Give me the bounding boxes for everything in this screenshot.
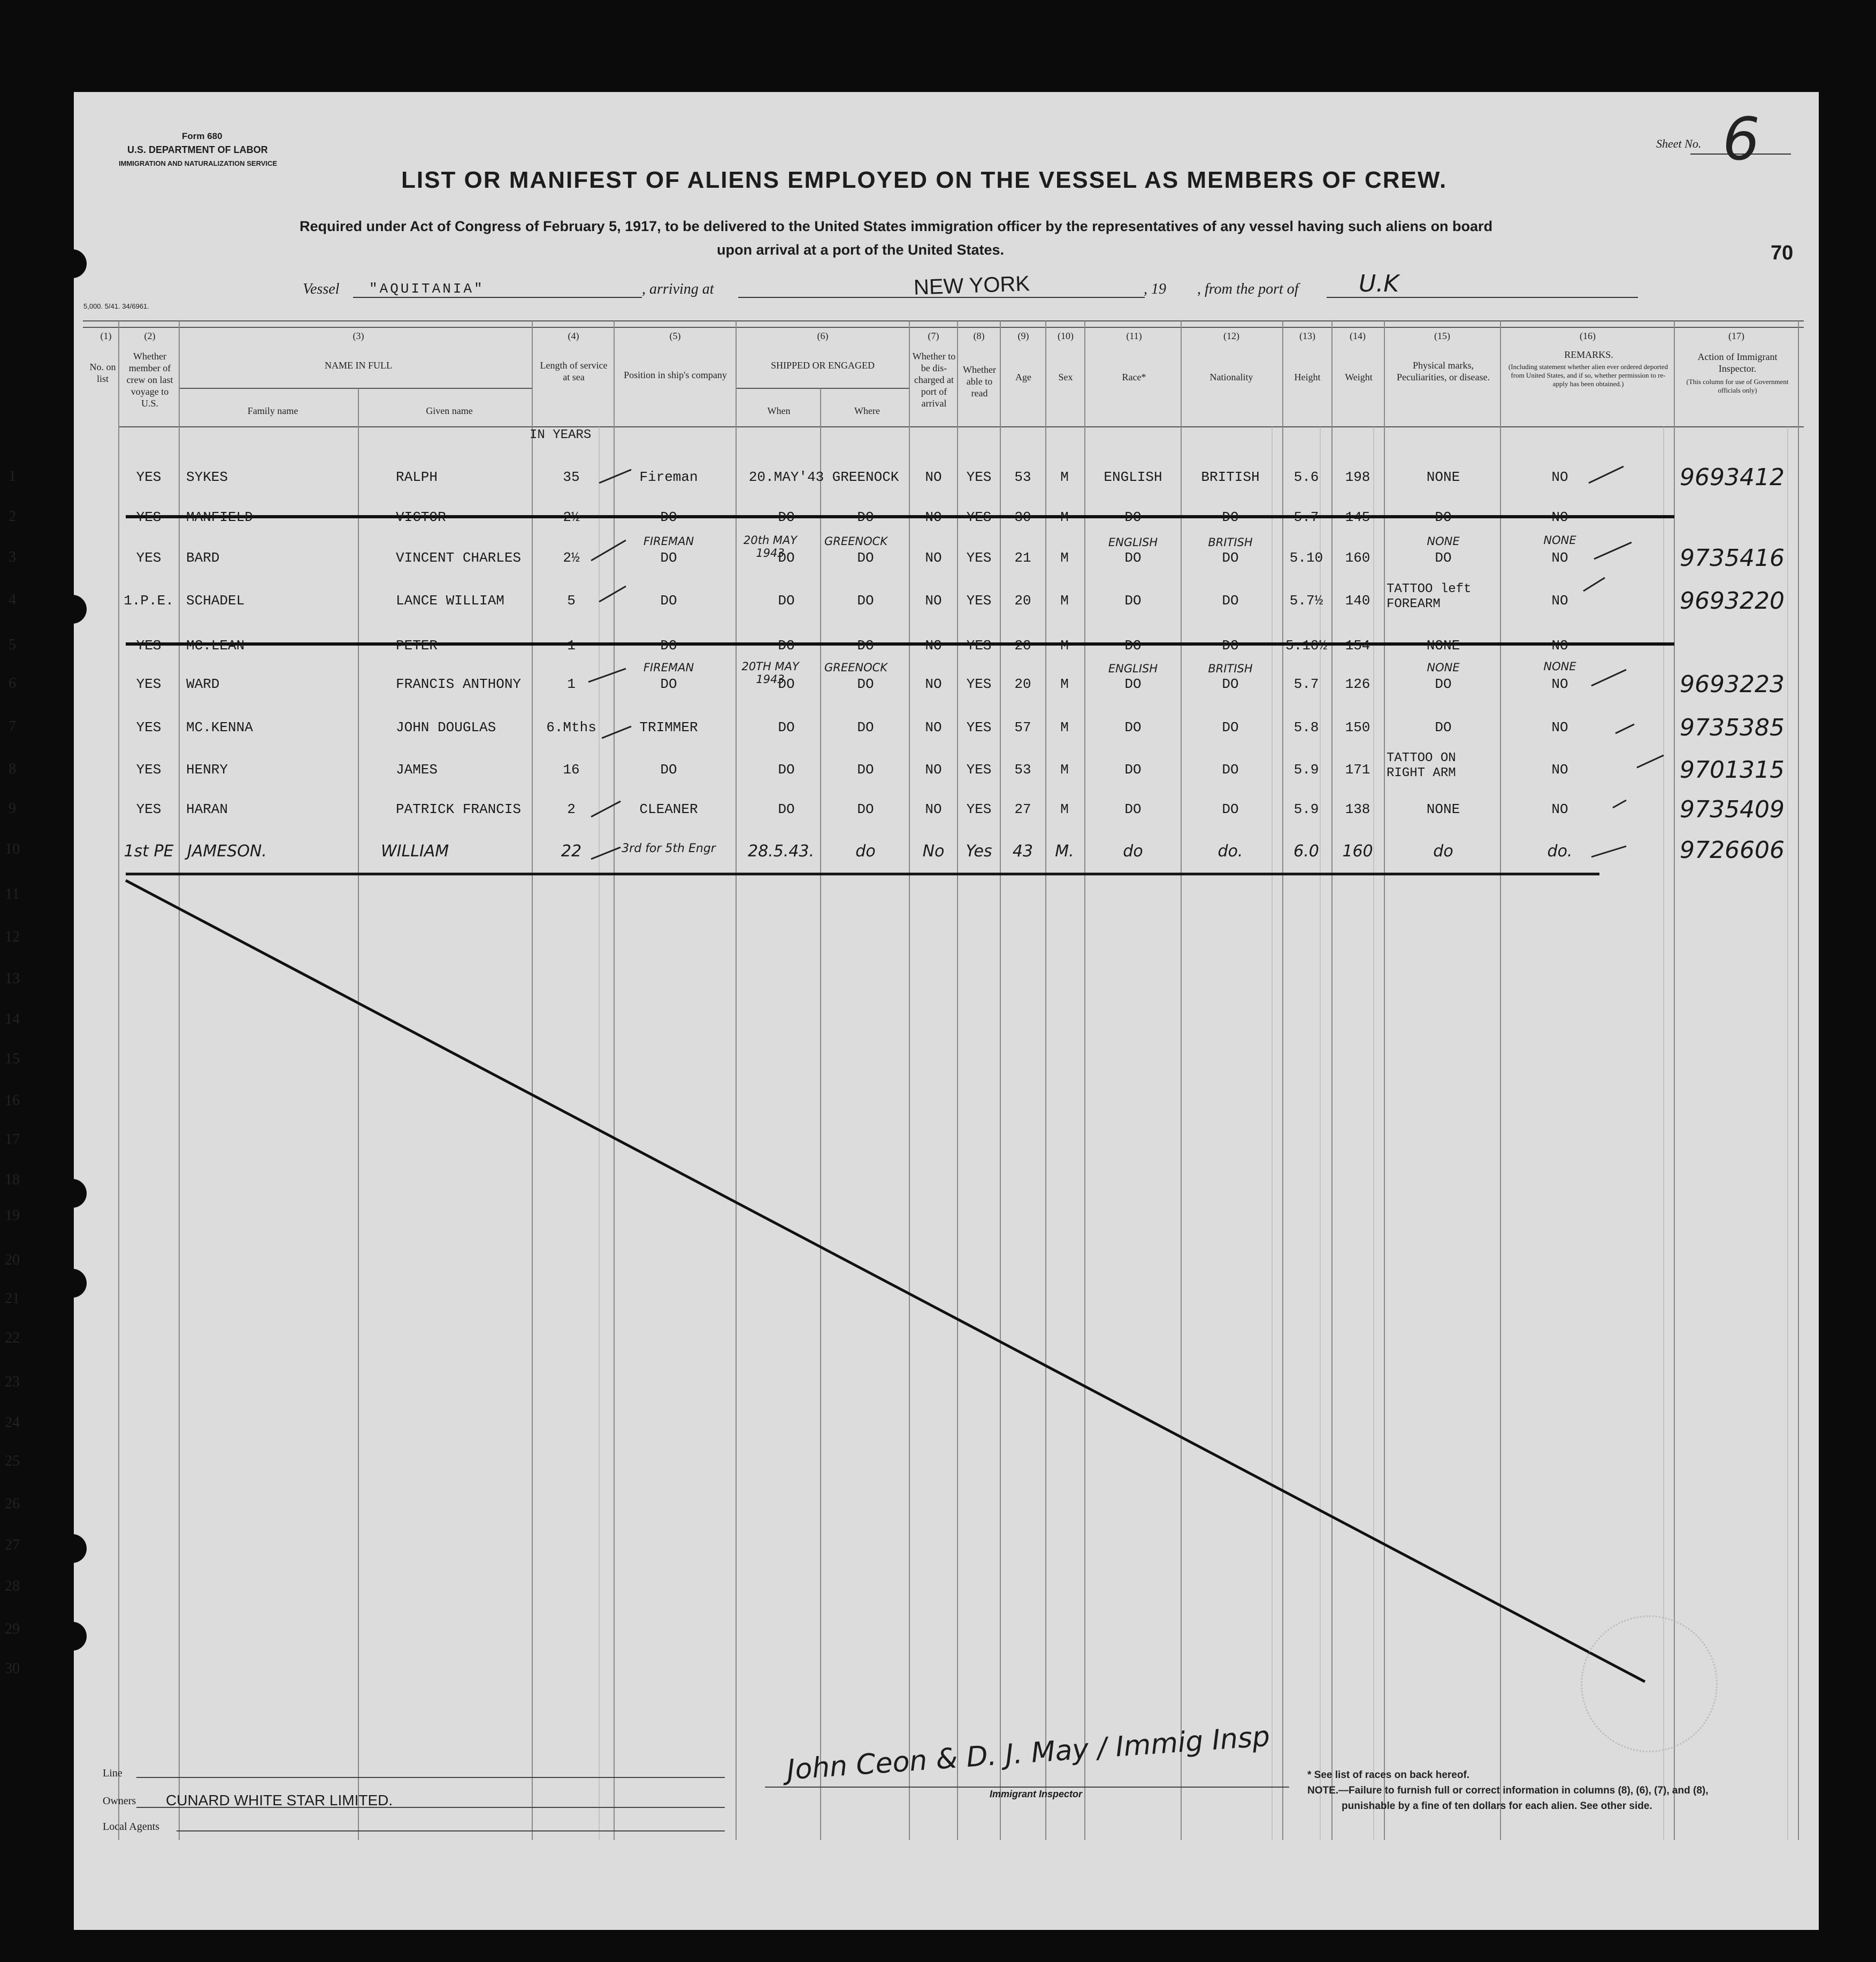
col-8-number: (8) bbox=[973, 331, 985, 341]
inspector-action: 9726606 bbox=[1680, 837, 1785, 864]
col-17-header: Action of Immigrant Inspector. bbox=[1697, 351, 1778, 374]
sex: M bbox=[1060, 593, 1069, 609]
col-12-number: (12) bbox=[1223, 331, 1239, 341]
col-15-header: Physical marks, Peculiarities, or disease. bbox=[1397, 360, 1490, 382]
inspector-action: 9693223 bbox=[1680, 671, 1785, 698]
position-handwritten: FIREMAN bbox=[643, 661, 694, 674]
shipped-where: DO bbox=[857, 801, 874, 817]
col-8-header: Whether able to read bbox=[963, 364, 996, 398]
shipped-when: DO bbox=[778, 719, 795, 735]
length-of-service: 16 bbox=[563, 762, 580, 778]
crew-on-last-voyage: 1.P.E. bbox=[124, 593, 174, 609]
able-to-read: YES bbox=[966, 469, 992, 485]
col-7-number: (7) bbox=[928, 331, 939, 341]
shipped-where: DO bbox=[857, 550, 874, 566]
owners-name: CUNARD WHITE STAR LIMITED. bbox=[166, 1792, 393, 1808]
department-name: U.S. DEPARTMENT OF LABOR bbox=[127, 144, 268, 155]
from-port-label: , from the port of bbox=[1197, 281, 1299, 297]
shipped-where: DO bbox=[857, 593, 874, 609]
height: 5.10 bbox=[1289, 550, 1323, 566]
race: DO bbox=[1124, 509, 1142, 525]
inspector-action: 9735416 bbox=[1680, 545, 1785, 572]
subtitle-line-1: Required under Act of Congress of February 5, 1917, to be delivered to the United States immigration officer by the representatives of any vessel having such aliens on board bbox=[300, 218, 1493, 234]
shipped-when: DO bbox=[778, 550, 795, 566]
col-15-number: (15) bbox=[1434, 331, 1450, 341]
shipped-when: DO bbox=[778, 593, 795, 609]
age: 20 bbox=[1014, 638, 1031, 654]
given-name: JAMES bbox=[396, 762, 438, 778]
age: 27 bbox=[1014, 801, 1031, 817]
ship-position: DO bbox=[660, 509, 677, 525]
row-number: 5 bbox=[9, 637, 16, 653]
col-2-header: Whether member of crew on last voyage to U.S. bbox=[126, 351, 173, 409]
remarks: NO bbox=[1551, 469, 1568, 485]
nationality: DO bbox=[1222, 550, 1239, 566]
able-to-read: YES bbox=[966, 638, 992, 654]
race: DO bbox=[1124, 550, 1142, 566]
col-6-number: (6) bbox=[817, 331, 829, 341]
sex: M bbox=[1060, 550, 1069, 566]
physical-marks: DO bbox=[1435, 676, 1452, 692]
height: 5.7½ bbox=[1289, 593, 1323, 609]
nationality: DO bbox=[1222, 762, 1239, 778]
sheet-number: 6 bbox=[1722, 105, 1760, 173]
weight: 160 bbox=[1345, 550, 1370, 566]
row-number: 13 bbox=[5, 970, 20, 987]
when-handwritten: 20th MAY 1943 bbox=[743, 534, 798, 560]
age: 57 bbox=[1014, 719, 1031, 735]
age: 53 bbox=[1014, 762, 1031, 778]
weight: 171 bbox=[1345, 762, 1370, 778]
race: ENGLISH bbox=[1104, 469, 1162, 485]
where-handwritten: GREENOCK bbox=[824, 661, 888, 674]
discharged-at-port: NO bbox=[925, 593, 942, 609]
ship-position: Fireman bbox=[639, 469, 698, 485]
print-code: 5,000. 5/41. 34/6961. bbox=[83, 302, 149, 310]
position-handwritten: FIREMAN bbox=[643, 535, 694, 548]
given-name: VICTOR bbox=[396, 509, 446, 525]
able-to-read: Yes bbox=[966, 842, 992, 861]
nationality: DO bbox=[1222, 638, 1239, 654]
family-name: SCHADEL bbox=[186, 593, 245, 609]
given-name: WILLIAM bbox=[381, 842, 449, 861]
col-3b-header: Given name bbox=[426, 405, 473, 416]
row-number: 10 bbox=[5, 841, 20, 857]
shipped-when: DO bbox=[778, 801, 795, 817]
shipped-when: DO bbox=[778, 762, 795, 778]
ship-position: DO bbox=[660, 593, 677, 609]
height: 5.10½ bbox=[1285, 638, 1328, 654]
race: DO bbox=[1124, 801, 1142, 817]
given-name: PETER bbox=[396, 638, 438, 654]
shipped-where: DO bbox=[857, 676, 874, 692]
length-of-service: 6.Mths bbox=[546, 719, 596, 735]
physical-marks: NONE bbox=[1426, 638, 1460, 654]
row-number: 22 bbox=[5, 1330, 20, 1346]
shipped-where: GREENOCK bbox=[832, 469, 899, 485]
col-6a-header: When bbox=[767, 405, 791, 416]
inspector-action: 9735385 bbox=[1680, 714, 1785, 741]
discharged-at-port: NO bbox=[925, 509, 942, 525]
discharged-at-port: NO bbox=[925, 801, 942, 817]
col-17-number: (17) bbox=[1728, 331, 1744, 341]
ship-position: DO bbox=[660, 638, 677, 654]
row-number: 2 bbox=[9, 508, 16, 525]
col-7-header: Whether to be dis-charged at port of arrival bbox=[912, 351, 956, 409]
service-name: IMMIGRATION AND NATURALIZATION SERVICE bbox=[119, 159, 278, 167]
row-number: 11 bbox=[5, 886, 20, 902]
sex: M bbox=[1060, 719, 1069, 735]
col-3-number: (3) bbox=[353, 331, 364, 341]
length-of-service: 1 bbox=[567, 638, 576, 654]
remarks: NO bbox=[1551, 550, 1568, 566]
col-3-header: NAME IN FULL bbox=[325, 360, 392, 371]
note-line-2: punishable by a fine of ten dollars for each alien. See other side. bbox=[1342, 1800, 1652, 1812]
sex: M bbox=[1060, 762, 1069, 778]
row-number: 20 bbox=[5, 1252, 20, 1268]
family-name: HARAN bbox=[186, 801, 228, 817]
physical-marks: NONE bbox=[1426, 469, 1460, 485]
page-title: LIST OR MANIFEST OF ALIENS EMPLOYED ON THE VESSEL AS MEMBERS OF CREW. bbox=[401, 167, 1448, 193]
sex: M bbox=[1060, 638, 1069, 654]
form-number: Form 680 bbox=[182, 131, 223, 141]
inspector-action: 9735409 bbox=[1680, 796, 1785, 823]
col-9-number: (9) bbox=[1017, 331, 1029, 341]
race-handwritten: ENGLISH bbox=[1108, 662, 1158, 675]
crew-on-last-voyage: YES bbox=[136, 676, 162, 692]
race: DO bbox=[1124, 762, 1142, 778]
length-of-service: 22 bbox=[561, 842, 582, 861]
nationality-handwritten: BRITISH bbox=[1208, 536, 1253, 549]
col-4-number: (4) bbox=[568, 331, 579, 341]
weight: 140 bbox=[1345, 593, 1370, 609]
discharged-at-port: NO bbox=[925, 762, 942, 778]
nationality: BRITISH bbox=[1201, 469, 1260, 485]
col-14-header: Weight bbox=[1345, 372, 1373, 382]
race-handwritten: ENGLISH bbox=[1108, 536, 1158, 549]
shipped-where: DO bbox=[857, 719, 874, 735]
race: DO bbox=[1124, 719, 1142, 735]
note-line-1: NOTE.—Failure to furnish full or correct information in columns (8), (6), (7), and (8), bbox=[1307, 1785, 1709, 1796]
given-name: VINCENT CHARLES bbox=[396, 550, 522, 566]
row-number: 27 bbox=[5, 1537, 20, 1553]
sex: M bbox=[1060, 676, 1069, 692]
height: 5.7 bbox=[1293, 676, 1319, 692]
family-name: MC.KENNA bbox=[186, 719, 253, 735]
ship-position: DO bbox=[660, 676, 677, 692]
family-name: SYKES bbox=[186, 469, 228, 485]
physical-marks: TATTOO left FOREARM bbox=[1387, 582, 1472, 611]
col-9-header: Age bbox=[1015, 372, 1031, 382]
remarks: NO bbox=[1551, 509, 1568, 525]
col-6-header: SHIPPED OR ENGAGED bbox=[770, 360, 875, 371]
height: 5.6 bbox=[1293, 469, 1319, 485]
height: 5.7 bbox=[1293, 509, 1319, 525]
race: DO bbox=[1124, 638, 1142, 654]
discharged-at-port: NO bbox=[925, 719, 942, 735]
weight: 126 bbox=[1345, 676, 1370, 692]
vessel-label: Vessel bbox=[303, 281, 340, 297]
crew-on-last-voyage: YES bbox=[136, 550, 162, 566]
ship-position: 3rd for 5th Engr bbox=[622, 842, 716, 855]
length-of-service: 2½ bbox=[563, 550, 580, 566]
shipped-where: do bbox=[855, 842, 876, 861]
crew-on-last-voyage: YES bbox=[136, 638, 162, 654]
inspector-signature: John Ceon & D. J. May / Immig Insp bbox=[786, 1720, 1271, 1787]
race: do bbox=[1123, 842, 1143, 861]
marks-handwritten: NONE bbox=[1427, 535, 1460, 548]
vessel-name: "AQUITANIA" bbox=[369, 281, 485, 297]
crew-on-last-voyage: YES bbox=[136, 762, 162, 778]
crew-on-last-voyage: YES bbox=[136, 509, 162, 525]
nationality: DO bbox=[1222, 509, 1239, 525]
length-of-service: 2 bbox=[567, 801, 576, 817]
family-name: MC.LEAN bbox=[186, 638, 245, 654]
row-number: 21 bbox=[5, 1290, 20, 1307]
owners-label: Owners bbox=[103, 1795, 136, 1807]
remarks: NO bbox=[1551, 593, 1568, 609]
row-number: 19 bbox=[5, 1207, 20, 1224]
given-name: RALPH bbox=[396, 469, 438, 485]
inspector-action: 9693220 bbox=[1680, 587, 1785, 615]
age: 21 bbox=[1014, 550, 1031, 566]
given-name: JOHN DOUGLAS bbox=[396, 719, 496, 735]
remarks-handwritten: NONE bbox=[1543, 534, 1576, 547]
nationality: DO bbox=[1222, 593, 1239, 609]
row-number: 3 bbox=[9, 549, 16, 565]
weight: 145 bbox=[1345, 509, 1370, 525]
local-agents-label: Local Agents bbox=[103, 1821, 160, 1833]
family-name: MANFIELD bbox=[186, 509, 253, 525]
inspector-label: Immigrant Inspector bbox=[990, 1789, 1083, 1799]
remarks: do. bbox=[1547, 842, 1573, 861]
col-3a-header: Family name bbox=[247, 405, 298, 416]
physical-marks: DO bbox=[1435, 719, 1452, 735]
length-of-service: 1 bbox=[567, 676, 576, 692]
crew-on-last-voyage: 1st PE bbox=[124, 842, 174, 861]
row-number: 7 bbox=[9, 718, 16, 735]
inspector-action: 9693412 bbox=[1680, 464, 1785, 491]
able-to-read: YES bbox=[966, 509, 992, 525]
given-name: LANCE WILLIAM bbox=[396, 593, 504, 609]
weight: 150 bbox=[1345, 719, 1370, 735]
when-handwritten: 20TH MAY 1943 bbox=[741, 660, 799, 686]
inspector-stamp bbox=[1581, 1615, 1718, 1752]
shipped-when: DO bbox=[778, 638, 795, 654]
sheet-label: Sheet No. bbox=[1656, 137, 1702, 150]
family-name: WARD bbox=[186, 676, 220, 692]
shipped-where: DO bbox=[857, 509, 874, 525]
col-16-subheader: (Including statement whether alien ever ordered deported from United States, and if so, whether permission to re-apply has been obtained.) bbox=[1508, 363, 1668, 388]
row-number: 4 bbox=[9, 592, 16, 608]
page-mark: 70 bbox=[1771, 242, 1794, 264]
col-10-header: Sex bbox=[1058, 372, 1073, 382]
line-label: Line bbox=[103, 1767, 122, 1779]
able-to-read: YES bbox=[966, 550, 992, 566]
col-1-number: (1) bbox=[100, 331, 112, 341]
length-of-service: 35 bbox=[563, 469, 580, 485]
age: 53 bbox=[1014, 469, 1031, 485]
col-5-header: Position in ship's company bbox=[624, 370, 727, 380]
height: 5.9 bbox=[1293, 801, 1319, 817]
col-14-number: (14) bbox=[1350, 331, 1366, 341]
ship-position: CLEANER bbox=[639, 801, 698, 817]
sex: M bbox=[1060, 801, 1069, 817]
row-number: 12 bbox=[5, 929, 20, 945]
remarks: NO bbox=[1551, 676, 1568, 692]
discharged-at-port: No bbox=[922, 842, 945, 861]
row-number: 17 bbox=[5, 1131, 20, 1148]
agents-underline bbox=[177, 1830, 725, 1831]
inspector-action: 9701315 bbox=[1680, 756, 1785, 784]
family-name: HENRY bbox=[186, 762, 228, 778]
height: 6.0 bbox=[1293, 842, 1319, 861]
col-2-number: (2) bbox=[144, 331, 156, 341]
shipped-when: 28.5.43. bbox=[747, 842, 815, 861]
remarks: NO bbox=[1551, 762, 1568, 778]
ship-position: DO bbox=[660, 762, 677, 778]
age: 20 bbox=[1014, 676, 1031, 692]
row-number: 15 bbox=[5, 1051, 20, 1067]
discharged-at-port: NO bbox=[925, 469, 942, 485]
col-6b-header: Where bbox=[854, 405, 880, 416]
height: 5.8 bbox=[1293, 719, 1319, 735]
shipped-when: DO bbox=[778, 509, 795, 525]
nationality: DO bbox=[1222, 801, 1239, 817]
physical-marks: TATTOO ON RIGHT ARM bbox=[1387, 751, 1456, 780]
year-label: , 19 bbox=[1144, 281, 1166, 297]
row-number: 26 bbox=[5, 1496, 20, 1512]
nationality: DO bbox=[1222, 676, 1239, 692]
given-name: PATRICK FRANCIS bbox=[396, 801, 522, 817]
col-11-number: (11) bbox=[1126, 331, 1142, 341]
discharged-at-port: NO bbox=[925, 676, 942, 692]
subtitle-line-2: upon arrival at a port of the United States. bbox=[717, 242, 1005, 258]
signature-underline bbox=[765, 1787, 1289, 1788]
col-5-number: (5) bbox=[669, 331, 681, 341]
nationality: DO bbox=[1222, 719, 1239, 735]
remarks-handwritten: NONE bbox=[1543, 660, 1576, 673]
discharged-at-port: NO bbox=[925, 550, 942, 566]
col-13-number: (13) bbox=[1299, 331, 1315, 341]
col-13-header: Height bbox=[1294, 372, 1321, 382]
row-number: 1 bbox=[9, 468, 16, 485]
crew-on-last-voyage: YES bbox=[136, 469, 162, 485]
shipped-where: DO bbox=[857, 762, 874, 778]
family-name: BARD bbox=[186, 550, 220, 566]
row-number: 23 bbox=[5, 1374, 20, 1390]
age: 43 bbox=[1012, 842, 1033, 861]
given-name: FRANCIS ANTHONY bbox=[396, 676, 522, 692]
able-to-read: YES bbox=[966, 676, 992, 692]
race: DO bbox=[1124, 593, 1142, 609]
shipped-where: DO bbox=[857, 638, 874, 654]
sex: M bbox=[1060, 469, 1069, 485]
row-number: 29 bbox=[5, 1621, 20, 1637]
row-number: 18 bbox=[5, 1171, 20, 1188]
col-1-header: No. on list bbox=[89, 362, 116, 384]
where-handwritten: GREENOCK bbox=[824, 535, 888, 548]
sex: M. bbox=[1055, 842, 1074, 861]
row-number: 14 bbox=[5, 1011, 20, 1028]
row-number: 25 bbox=[5, 1453, 20, 1469]
from-port: U.K bbox=[1359, 270, 1399, 297]
crew-on-last-voyage: YES bbox=[136, 719, 162, 735]
col-17-subheader: (This column for use of Government officials only) bbox=[1686, 378, 1789, 394]
row-number: 9 bbox=[9, 800, 16, 817]
marks-handwritten: NONE bbox=[1427, 661, 1460, 674]
able-to-read: YES bbox=[966, 593, 992, 609]
row-number: 16 bbox=[5, 1092, 20, 1109]
weight: 160 bbox=[1342, 842, 1373, 861]
crew-on-last-voyage: YES bbox=[136, 801, 162, 817]
owners-underline bbox=[136, 1807, 725, 1808]
col-10-number: (10) bbox=[1058, 331, 1074, 341]
discharged-at-port: NO bbox=[925, 638, 942, 654]
row-number: 6 bbox=[9, 675, 16, 692]
physical-marks: DO bbox=[1435, 509, 1452, 525]
shipped-when: DO bbox=[778, 676, 795, 692]
able-to-read: YES bbox=[966, 801, 992, 817]
ship-position: DO bbox=[660, 550, 677, 566]
weight: 154 bbox=[1345, 638, 1370, 654]
family-name: JAMESON. bbox=[187, 842, 267, 861]
row-number: 8 bbox=[9, 761, 16, 777]
age: 20 bbox=[1014, 593, 1031, 609]
shipped-when: 20.MAY'43 bbox=[748, 469, 824, 485]
length-of-service: 5 bbox=[567, 593, 576, 609]
sex: M bbox=[1060, 509, 1069, 525]
physical-marks: DO bbox=[1435, 550, 1452, 566]
race: DO bbox=[1124, 676, 1142, 692]
length-of-service: 2½ bbox=[563, 509, 580, 525]
remarks: NO bbox=[1551, 638, 1568, 654]
remarks: NO bbox=[1551, 719, 1568, 735]
physical-marks: do bbox=[1433, 842, 1453, 861]
weight: 198 bbox=[1345, 469, 1370, 485]
row-number: 24 bbox=[5, 1414, 20, 1431]
row-number: 28 bbox=[5, 1578, 20, 1595]
arriving-label: , arriving at bbox=[642, 281, 714, 297]
row-number: 30 bbox=[5, 1660, 20, 1677]
nationality-handwritten: BRITISH bbox=[1208, 662, 1253, 675]
col-16-number: (16) bbox=[1580, 331, 1596, 341]
able-to-read: YES bbox=[966, 719, 992, 735]
col-4-header: Length of service at sea bbox=[540, 360, 608, 382]
in-years-label: IN YEARS bbox=[530, 428, 592, 442]
col-12-header: Nationality bbox=[1209, 372, 1253, 382]
age: 30 bbox=[1014, 509, 1031, 525]
nationality: do. bbox=[1218, 842, 1243, 861]
ship-position: TRIMMER bbox=[639, 719, 698, 735]
physical-marks: NONE bbox=[1426, 801, 1460, 817]
note-races: * See list of races on back hereof. bbox=[1307, 1769, 1470, 1781]
weight: 138 bbox=[1345, 801, 1370, 817]
line-underline bbox=[136, 1777, 725, 1778]
col-16-header: REMARKS. bbox=[1564, 349, 1613, 360]
arrival-port: NEW YORK bbox=[913, 272, 1030, 300]
col-11-header: Race* bbox=[1122, 372, 1146, 382]
height: 5.9 bbox=[1293, 762, 1319, 778]
remarks: NO bbox=[1551, 801, 1568, 817]
able-to-read: YES bbox=[966, 762, 992, 778]
